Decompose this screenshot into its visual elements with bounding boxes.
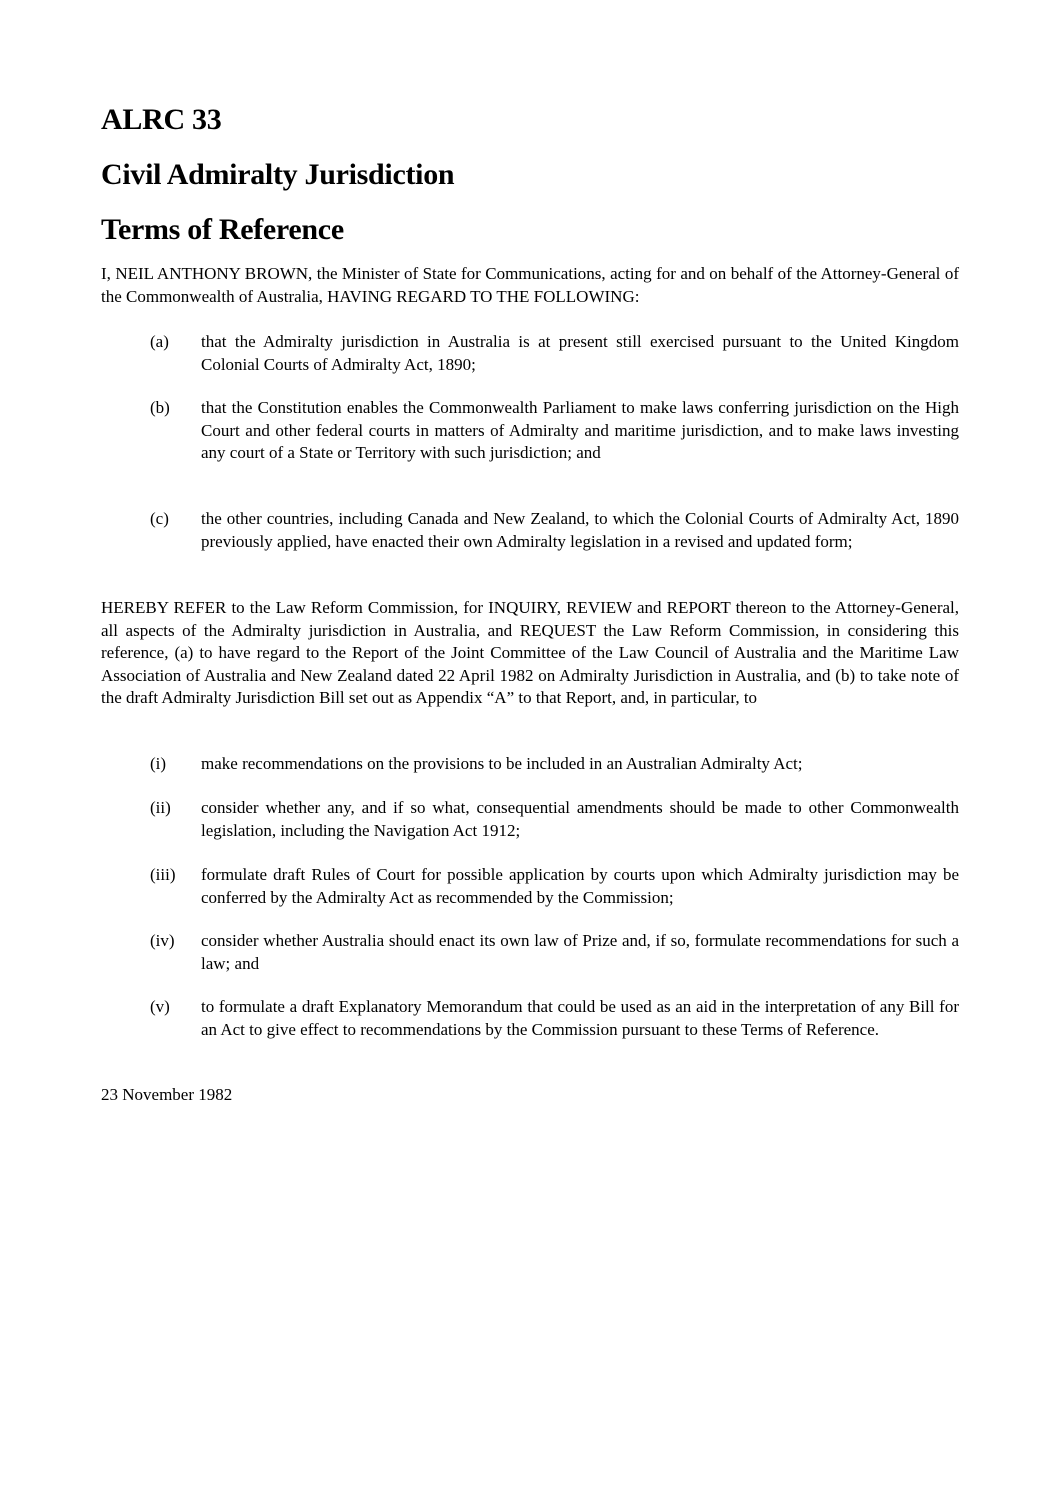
- recital-label: (a): [150, 332, 169, 351]
- task-text: consider whether any, and if so what, consequential amendments should be made to other Commonwealth legislation, including the Navigation Act 1912;: [201, 798, 959, 840]
- report-number-heading: ALRC 33: [101, 103, 222, 136]
- recital-item: [150, 508, 959, 553]
- task-label: (iv): [150, 931, 175, 950]
- task-label: (iii): [150, 865, 176, 884]
- task-text: formulate draft Rules of Court for possible application by courts upon which Admiralty jurisdiction may be conferred by the Admiralty Act as recommended by the Commission;: [201, 865, 959, 907]
- task-label: (ii): [150, 798, 171, 817]
- recital-label: (c): [150, 509, 169, 528]
- task-text: to formulate a draft Explanatory Memorandum that could be used as an aid in the interpretation of any Bill for an Act to give effect to recommendations by the Commission pursuant to these Terms of Reference.: [201, 997, 959, 1039]
- task-item: [150, 996, 959, 1041]
- document-date: 23 November 1982: [101, 1085, 233, 1104]
- task-item: [150, 930, 959, 975]
- recital-text: that the Constitution enables the Commonwealth Parliament to make laws conferring jurisdiction on the High Court and other federal courts in matters of Admiralty and maritime jurisdiction, and to make laws investing any court of a State or Territory with such jurisdiction; and: [201, 398, 959, 462]
- section-title-heading: Terms of Reference: [101, 213, 344, 246]
- intro-paragraph: I, NEIL ANTHONY BROWN, the Minister of State for Communications, acting for and on behalf of the Attorney-General of the Commonwealth of Australia, HAVING REGARD TO THE FOLLOWING:: [101, 264, 959, 306]
- task-item: [150, 864, 959, 909]
- task-text: make recommendations on the provisions to be included in an Australian Admiralty Act;: [201, 754, 803, 773]
- recital-label: (b): [150, 398, 170, 417]
- recital-text: the other countries, including Canada and New Zealand, to which the Colonial Courts of Admiralty Act, 1890 previously applied, have enacted their own Admiralty legislation in a revised and updated form;: [201, 509, 959, 551]
- report-title-heading: Civil Admiralty Jurisdiction: [101, 158, 455, 191]
- reference-paragraph: HEREBY REFER to the Law Reform Commission, for INQUIRY, REVIEW and REPORT thereon to the Attorney-General, all aspects of the Admiralty jurisdiction in Australia, and REQUEST the Law Reform Commission, in considering this reference, (a) to have regard to the Report of the Joint Committee of the Law Council of Australia and the Maritime Law Association of Australia and New Zealand dated 22 April 1982 on Admiralty Jurisdiction in Australia, and (b) to take note of the draft Admiralty Jurisdiction Bill set out as Appendix “A” to that Report, and, in particular, to: [101, 598, 959, 707]
- recital-text: that the Admiralty jurisdiction in Australia is at present still exercised pursuant to the United Kingdom Colonial Courts of Admiralty Act, 1890;: [201, 332, 959, 374]
- recital-item: [150, 397, 959, 465]
- task-item: [150, 797, 959, 842]
- task-label: (i): [150, 754, 167, 773]
- task-label: (v): [150, 997, 170, 1016]
- task-text: consider whether Australia should enact its own law of Prize and, if so, formulate recommendations for such a law; and: [201, 931, 959, 973]
- recital-item: [150, 331, 959, 376]
- task-item: [150, 753, 959, 776]
